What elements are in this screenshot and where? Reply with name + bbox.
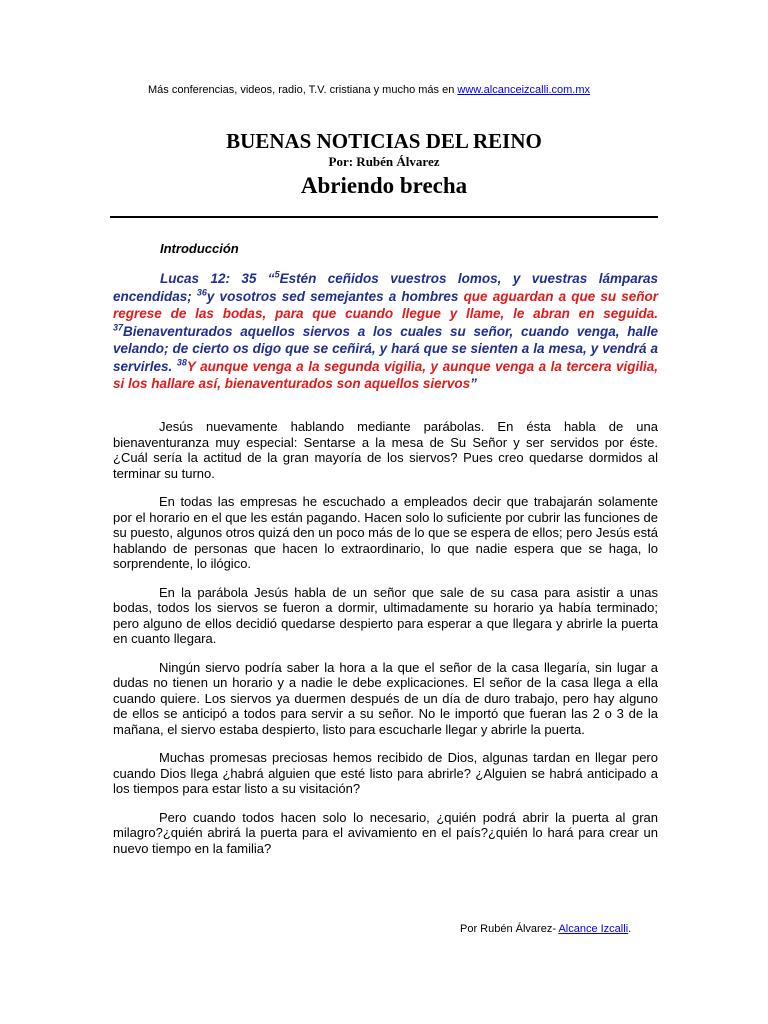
verse-number: 37 [113,322,124,332]
footer [460,923,631,935]
author-byline: Por: Rubén Álvarez [328,154,440,169]
footer-end: . [628,923,632,935]
paragraph: En la parábola Jesús habla de un señor que sale de su casa para asistir a unas bodas, todos los siervos se fueron a dormir, ultimadamente su horario ya había terminado; pero alguno de ellos decidió quedarse despierto para esperar a que llegara y abrirle la puerta en cuanto llegara. [113,584,658,646]
verse-highlight: Y aunque venga a la segunda vigilia, y aunque venga a la tercera vigilia, si los hallare así, bienaventurados son aquellos siervos [113,358,658,391]
quote-close: ” [470,376,477,391]
verse-number: 38 [176,357,187,367]
header-text: Más conferencias, videos, radio, T.V. cristiana y mucho más en [148,84,458,96]
footer-text: Por Rubén Álvarez- [460,923,559,935]
paragraph: Jesús nuevamente hablando mediante parábolas. En ésta habla de una bienaventuranza muy especial: Sentarse a la mesa de Su Señor y ser servidos por éste. ¿Cuál sería la actitud de la gran mayoría de los siervos? Pues creo quedarse dormidos al terminar su turno. [113,419,658,481]
paragraph: En todas las empresas he escuchado a empleados decir que trabajarán solamente por el horario en el que les están pagando. Hacen solo lo suficiente por cubrir las funciones de su puesto, algunos otros quizá den un poco más de lo que se espera de ellos; pero Jesús está hablando de personas que hacen lo extraordinario, lo que nadie espera que se haga, lo sorprendente, lo ilógico. [113,494,658,571]
document-subtitle: Abriendo brecha [300,173,468,198]
paragraph: Pero cuando todos hacen solo lo necesario, ¿quién podrá abrir la puerta al gran milagro?¿quién abrirá la puerta para el avivamiento en el país?¿quién lo hará para crear un nuevo tiempo en la familia? [113,809,658,856]
header-line [148,84,668,96]
section-heading: Introducción [160,241,239,256]
document-title: BUENAS NOTICIAS DEL REINO [226,129,542,153]
verse-text: y vosotros sed semejantes a hombres [206,288,464,304]
paragraph: Muchas promesas preciosas hemos recibido de Dios, algunas tardan en llegar pero cuando Dios llega ¿habrá alguien que esté listo para abrirle? ¿Alguien se habrá anticipado a los tiempos para estar listo a su visitación? [113,750,658,796]
title-divider [110,216,658,218]
verse-reference: Lucas 12: 35 “ [160,271,275,286]
verse-text: Estén ceñidos vuestros lomos, y vuestras lámparas encendidas; [113,271,658,304]
verse-highlight: que aguardan a que su señor regrese de las bodas, para que cuando llegue y llame, le abran en seguida. [113,288,659,321]
body-text [113,419,658,869]
verse-text: Bienaventurados aquellos siervos a los cuales su señor, cuando venga, halle velando; de cierto os digo que se ceñirá, y hará que se sienten a la mesa, y vendrá a servirles. [113,323,658,374]
verse-number: 5 [274,269,280,280]
website-link[interactable]: www.alcanceizcalli.com.mx [457,84,591,96]
footer-link[interactable]: Alcance Izcalli [558,923,629,935]
scripture-quote [113,270,658,393]
title-block [110,128,658,201]
paragraph: Ningún siervo podría saber la hora a la que el señor de la casa llegaría, sin lugar a dudas no tienen un horario y a nadie le debe explicaciones. El señor de la casa llega a ella cuando quiere. Los siervos ya duermen después de un día de duro trabajo, pero hay alguno de ellos se anticipó a todos para servir a su señor. No le importó que fueran las 2 o 3 de la mañana, el siervo estaba despierto, listo para escucharle llegar y abrirle la puerta. [113,659,658,737]
verse-number: 36 [196,287,207,297]
